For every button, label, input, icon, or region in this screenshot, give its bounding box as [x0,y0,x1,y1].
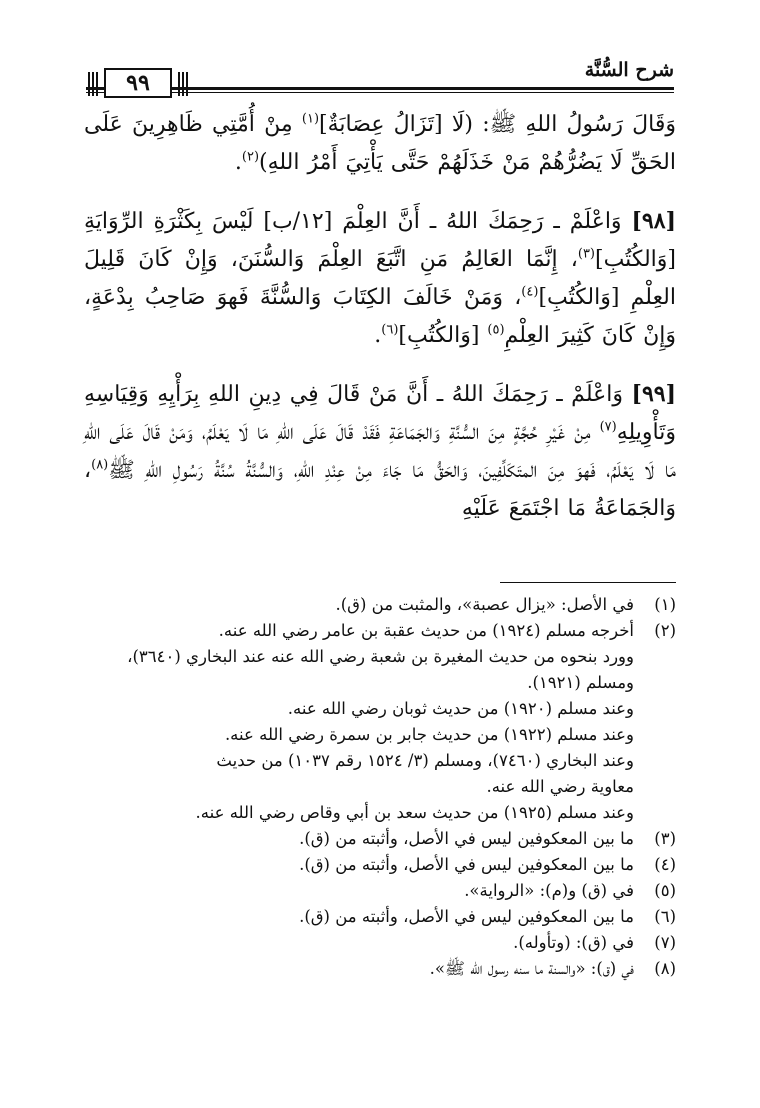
footnote-item [84,696,676,722]
footnote-text: وعند مسلم (١٩٢٠) من حديث ثوبان رضي الله عنه. [287,699,634,718]
footnote-ref[interactable]: (٣) [577,246,595,262]
paragraph-98: [٩٨] وَاعْلَمْ ـ رَحِمَكَ اللهُ ـ أَنَّ العِلْمَ [١٢/ب] لَيْسَ بِكَثْرَةِ الرِّوَايَةِ [وَالكُتُبِ]$^{(٣)}$، إِنَّمَا العَالِمُ مَنِ اتَّبَعَ العِلْمَ وَالسُّنَنَ، وَإِنْ كَانَ قَلِيلَ العِلْمِ [وَالكُتُبِ]$^{(٤)}$، وَمَنْ خَالَفَ الكِتَابَ وَالسُّنَّةَ فَهوَ صَاحِبُ بِدْعَةٍ، وَإِنْ كَانَ كَثِيرَ العِلْمِ$^{(٥)}$ [وَالكُتُبِ]$^{(٦)}$. [84,208,676,348]
footnote-text: ما بين المعكوفين ليس في الأصل، وأثبته من (ق). [299,829,634,848]
footnote-mark [634,722,676,748]
footnote-item [84,800,676,826]
footnote-item [84,592,676,618]
footnote-item [84,852,676,878]
header-rule [86,87,674,90]
ornament-bars-left [86,72,98,96]
footnote-text: وعند البخاري (٧٤٦٠)، ومسلم (٣/ ١٥٢٤ رقم ١٠٣٧) من حديث معاوية رضي الله عنه. [216,751,634,796]
footnote-ref[interactable]: (٢) [241,149,260,165]
page-header [86,58,674,98]
footnote-item [84,644,676,696]
footnote-item [84,748,676,800]
footnote-mark [634,800,676,826]
footnote-mark: (٨) [654,959,676,978]
footnote-item [84,956,676,982]
footnote-mark: (٣) [654,829,676,848]
footnote-text: في (ق) و(م): «الرواية». [464,881,634,900]
footnote-ref[interactable]: (٤) [521,284,539,300]
footnote-item [84,878,676,904]
footnote-text: ما بين المعكوفين ليس في الأصل، وأثبته من (ق). [299,907,634,926]
footnote-text: في (ق): (وتأوله). [513,933,634,952]
footnote-item [84,826,676,852]
footnote-mark: (١) [654,595,676,614]
footnote-item [84,722,676,748]
footnote-text: وعند مسلم (١٩٢٢) من حديث جابر بن سمرة رضي الله عنه. [224,725,634,744]
footnote-mark: (٥) [654,881,676,900]
footnote-text: في (ق): «والسنة ما سنه رسول الله ﷺ». [429,959,634,978]
main-text [84,106,676,548]
ornament-bars-right [176,72,188,96]
footnote-mark [634,644,676,696]
footnote-ref[interactable]: (١) [301,111,320,127]
footnote-text: أخرجه مسلم (١٩٢٤) من حديث عقبة بن عامر رضي الله عنه. [218,621,634,640]
footnote-ref[interactable]: (٨) [91,457,109,473]
paragraph-hadith: وَقَالَ رَسُولُ اللهِ ﷺ: (لَا [تَزَالُ عِصَابَةٌ]$^{(١)}$ مِنْ أُمَّتِي ظَاهِرِينَ عَلَى الحَقِّ لَا يَضُرُّهُمْ مَنْ خَذَلَهُمْ حَتَّى يَأْتِيَ أَمْرُ اللهِ)$^{(٢)}$. [84,111,676,175]
footnote-text: في الأصل: «يزال عصبة»، والمثبت من (ق). [335,595,634,614]
footnote-mark: (٧) [654,933,676,952]
footnote-mark: (٦) [654,907,676,926]
footnote-text: وعند مسلم (١٩٢٥) من حديث سعد بن أبي وقاص رضي الله عنه. [195,803,634,822]
paragraph-number: [٩٨] [631,208,676,234]
footnote-ref[interactable]: (٥) [487,322,505,338]
paragraph-99: [٩٩] وَاعْلَمْ ـ رَحِمَكَ اللهُ ـ أَنَّ مَنْ قَالَ فِي دِينِ اللهِ بِرَأْيِهِ وَقِيَاسِهِ وَتَأْوِيلِهِ$^{(٧)}$ مِنْ غَيْرِ حُجَّةٍ مِنَ السُّنَّةِ وَالجَمَاعَةِ فَقَدْ قَالَ عَلَى اللهِ مَا لَا يَعْلَمُ، وَمَنْ قَالَ عَلَى اللهِ مَا لَا يَعْلَمُ، فَهوَ مِنَ المتَكَلِّفِينَ، وَالحَقُّ مَا جَاءَ مِنْ عِنْدِ اللهِ، وَالسُّنَّةُ سُنَّةُ رَسُولِ اللهِ ﷺ$^{(٨)}$، وَالجَمَاعَةُ مَا اجْتَمَعَ عَلَيْهِ [84,381,676,521]
footnote-ref[interactable]: (٦) [381,322,399,338]
footnote-separator [500,582,676,583]
footnote-mark [634,748,676,800]
running-title: شرح السُّنَّة [584,59,674,81]
footnote-mark: (٤) [654,855,676,874]
footnote-mark: (٢) [654,621,676,640]
footnote-ref[interactable]: (٧) [599,419,617,435]
footnote-text: ما بين المعكوفين ليس في الأصل، وأثبته من (ق). [299,855,634,874]
page-number: ٩٩ [104,68,172,98]
footnotes [84,592,676,982]
paragraph-number: [٩٩] [631,381,676,407]
footnote-mark [634,696,676,722]
footnote-item [84,618,676,644]
footnote-text: وورد بنحوه من حديث المغيرة بن شعبة رضي الله عنه عند البخاري (٣٦٤٠)، ومسلم (١٩٢١). [127,647,634,692]
footnote-item [84,904,676,930]
footnote-item [84,930,676,956]
